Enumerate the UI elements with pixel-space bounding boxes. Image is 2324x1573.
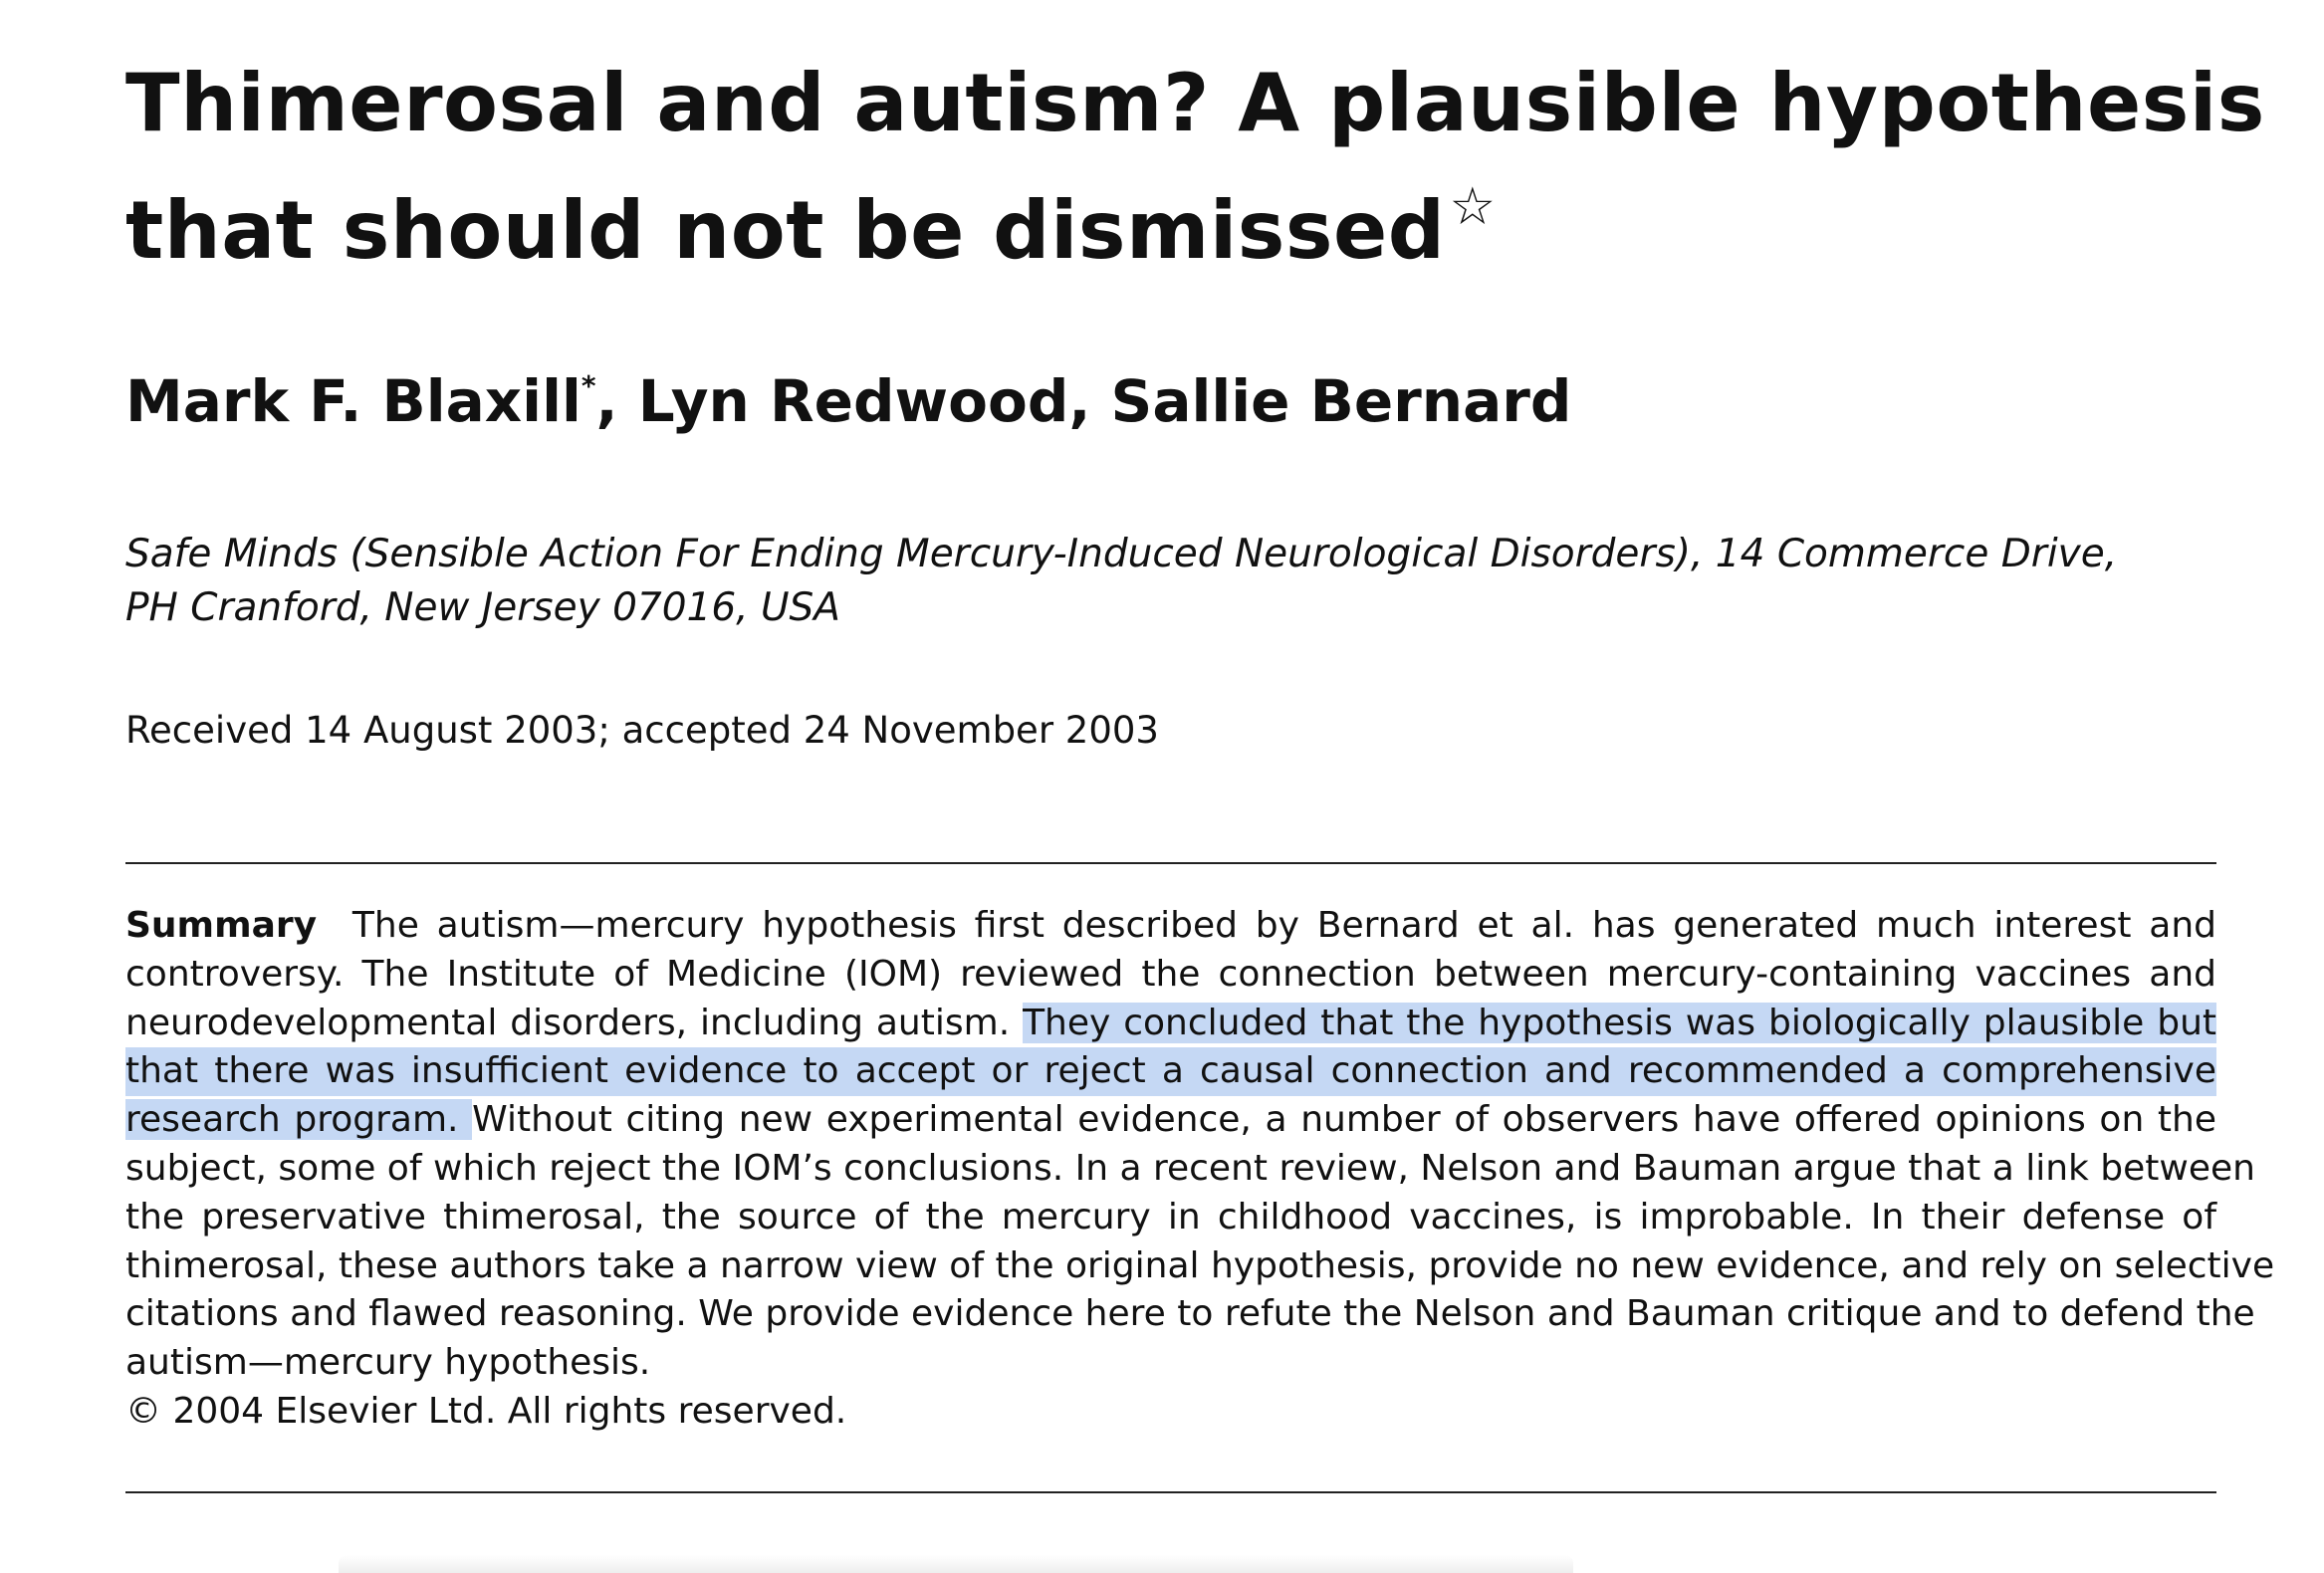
summary-label: Summary [125, 905, 318, 946]
author-affiliation [125, 528, 2226, 635]
abstract-line: autism—mercury hypothesis. [125, 1342, 651, 1384]
abstract-text: neurodevelopmental disorders, including autism. [125, 1002, 1024, 1043]
article-title [125, 52, 2265, 283]
selected-text-highlight[interactable]: research program. [125, 1099, 473, 1141]
affiliation-line: PH Cranford, New Jersey 07016, USA [125, 585, 840, 630]
abstract-line: the preservative thimerosal, the source of the mercury in childhood vaccines, is improbable. In their defense of [125, 1196, 2216, 1237]
author-names-rest: , Lyn Redwood, Sallie Bernard [595, 367, 1572, 435]
abstract-line: thimerosal, these authors take a narrow view of the original hypothesis, provide no new evidence, and rely on selective [125, 1244, 2275, 1286]
abstract-bottom-rule [125, 1491, 2216, 1493]
abstract-text: The autism—mercury hypothesis first described by Bernard et al. has generated much interest and [351, 905, 2216, 946]
page-bottom-shadow [339, 1555, 1573, 1573]
author-list [125, 346, 1571, 441]
abstract-line [125, 1096, 2216, 1145]
article-title-text: that should not be dismissed [125, 184, 1446, 277]
selected-text-highlight[interactable]: that there was insufficient evidence to accept or reject a causal connection and recommended a comprehensive [125, 1047, 2216, 1096]
selected-text-highlight[interactable]: They concluded that the hypothesis was biologically plausible but [1023, 1002, 2217, 1043]
abstract-block [125, 902, 2275, 1437]
abstract-text: Without citing new experimental evidence, a number of observers have offered opinions on the [472, 1099, 2216, 1141]
abstract-line: subject, some of which reject the IOM’s conclusions. In a recent review, Nelson and Bauman argue that a link between [125, 1147, 2255, 1189]
author-name: Mark F. Blaxill [125, 367, 581, 435]
abstract-top-rule [125, 862, 2216, 864]
abstract-line [125, 902, 2216, 951]
affiliation-line: Safe Minds (Sensible Action For Ending Mercury-Induced Neurological Disorders), 14 Commerce Drive, [125, 532, 2118, 576]
corresponding-author-mark[interactable]: * [581, 369, 596, 402]
abstract-line: citations and flawed reasoning. We provide evidence here to refute the Nelson and Bauman critique and to defend the [125, 1293, 2255, 1335]
article-title-line [125, 155, 2216, 283]
article-title-line: Thimerosal and autism? A plausible hypothesis [125, 57, 2265, 149]
title-footnote-star-icon[interactable]: ☆ [1449, 177, 1497, 237]
copyright-notice: © 2004 Elsevier Ltd. All rights reserved. [125, 1390, 847, 1432]
abstract-line [125, 1000, 2216, 1048]
abstract-line: controversy. The Institute of Medicine (IOM) reviewed the connection between mercury-containing vaccines and [125, 953, 2216, 995]
received-accepted-dates: Received 14 August 2003; accepted 24 November 2003 [125, 709, 1159, 752]
